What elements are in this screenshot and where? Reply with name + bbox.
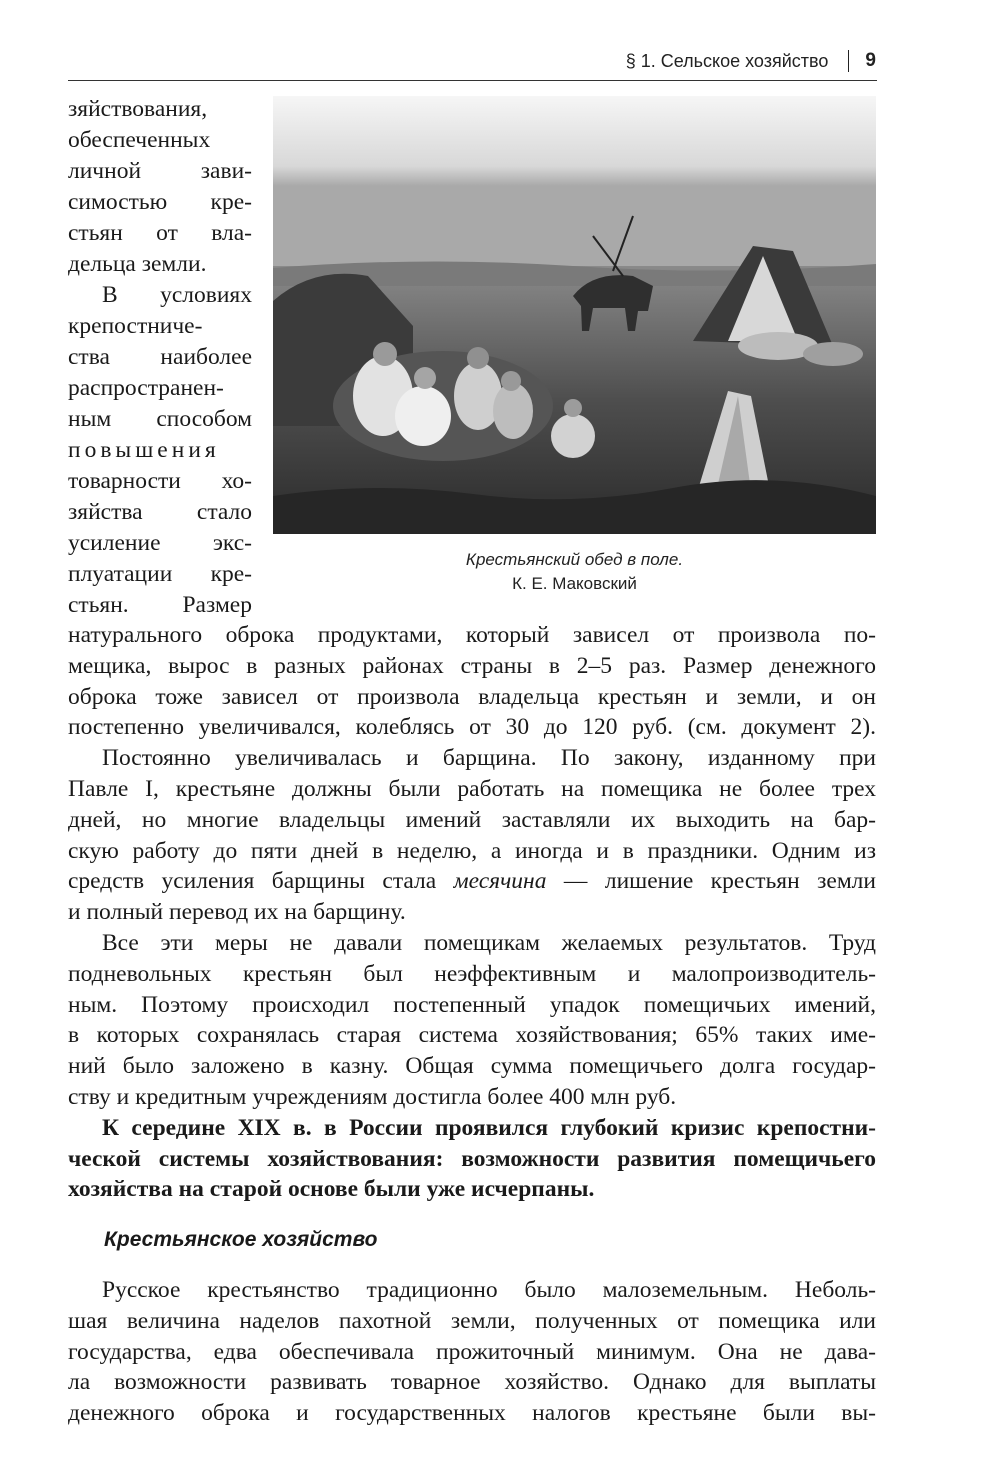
text-line: ства наиболее xyxy=(68,344,252,370)
text-line: ла возможности развивать товарное хозяйство. Однако для выплаты xyxy=(68,1369,876,1396)
text-segment: — лишение крестьян земли xyxy=(546,868,876,895)
text-line: ным. Поэтому происходил постепенный упадок помещичьих имений, xyxy=(68,991,876,1018)
running-header xyxy=(626,50,876,72)
text-line: товарности хо- xyxy=(68,468,252,494)
text-line: денежного оброка и государственных налогов крестьяне были вы- xyxy=(68,1400,876,1427)
text-line: В условиях xyxy=(102,282,252,308)
term-mesyachina: месячина xyxy=(453,868,547,895)
text-segment: средств усиления барщины стала xyxy=(68,868,454,895)
text-line: Русское крестьянство традиционно было малоземельным. Неболь- xyxy=(102,1277,876,1303)
text-line: Постоянно увеличивалась и барщина. По закону, изданному при xyxy=(102,745,876,772)
text-line: стьян. Размер xyxy=(68,592,252,618)
conclusion-line: К середине XIX в. в России проявился глубокий кризис крепостни- xyxy=(102,1114,876,1141)
text-line: мещика, вырос в разных районах страны в 2–5 раз. Размер денежного xyxy=(68,652,876,679)
text-line: обеспеченных xyxy=(68,127,211,153)
text-line: повышения xyxy=(68,437,220,463)
painting-illustration xyxy=(273,96,876,534)
section-heading: Крестьянское хозяйство xyxy=(104,1228,378,1251)
text-line: в которых сохранялась старая система хозяйствования; 65% таких име- xyxy=(68,1022,876,1049)
body-text xyxy=(68,620,876,1205)
text-line: подневольных крестьян был неэффективным и малопроизводитель- xyxy=(68,960,876,987)
text-line: государства, едва обеспечивала прожиточный минимум. Она не дава- xyxy=(68,1338,876,1365)
text-line: постепенно увеличивался, колеблясь от 30 до 120 руб. (см. документ 2). xyxy=(68,714,876,741)
text-line xyxy=(68,866,876,897)
text-line: плуатации кре- xyxy=(68,561,252,587)
section2-text xyxy=(68,1275,876,1429)
conclusion-line: ческой системы хозяйствования: возможности развития помещичьего xyxy=(68,1145,876,1172)
text-line: зяйства стало xyxy=(68,499,252,525)
text-line: симостью кре- xyxy=(68,189,252,215)
page-number: 9 xyxy=(865,50,876,71)
text-line: дней, но многие владельцы имений заставляли их выходить на бар- xyxy=(68,806,876,833)
figure-caption xyxy=(273,548,876,596)
header-rule xyxy=(68,80,877,81)
text-line: скую работу до пяти дней в неделю, а иногда и в праздники. Одним из xyxy=(68,837,876,864)
conclusion-line: хозяйства на старой основе были уже исчерпаны. xyxy=(68,1176,595,1203)
text-line: зяйствования, xyxy=(68,96,208,122)
text-line: личной зави- xyxy=(68,158,252,184)
text-line: стьян от вла- xyxy=(68,220,252,246)
text-line: крепостниче- xyxy=(68,313,203,339)
text-line: ству и кредитным учреждениям достигла более 400 млн руб. xyxy=(68,1083,677,1110)
wrap-column xyxy=(68,94,252,621)
text-line: дельца земли. xyxy=(68,251,207,277)
text-line: натурального оброка продуктами, который зависел от произвола по- xyxy=(68,622,876,648)
header-separator xyxy=(848,50,849,72)
text-line: ний было заложено в казну. Общая сумма помещичьего долга государ- xyxy=(68,1053,876,1080)
text-line: и полный перевод их на барщину. xyxy=(68,899,406,926)
text-line: Все эти меры не давали помещикам желаемых результатов. Труд xyxy=(102,929,876,956)
text-line: распространен- xyxy=(68,375,224,401)
text-line: Павле I, крестьяне должны были работать на помещика не более трех xyxy=(68,775,876,802)
section-title: § 1. Сельское хозяйство xyxy=(625,50,829,71)
text-line: ным способом xyxy=(68,406,252,432)
text-line: оброка тоже зависел от произвола владельца крестьян и земли, и он xyxy=(68,683,876,710)
caption-title: Крестьянский обед в поле. xyxy=(465,550,684,569)
painting-image xyxy=(273,96,876,534)
text-line: усиление экс- xyxy=(68,530,252,556)
text-line: шая величина наделов пахотной земли, полученных от помещика или xyxy=(68,1307,876,1334)
caption-author: К. Е. Маковский xyxy=(512,574,637,593)
